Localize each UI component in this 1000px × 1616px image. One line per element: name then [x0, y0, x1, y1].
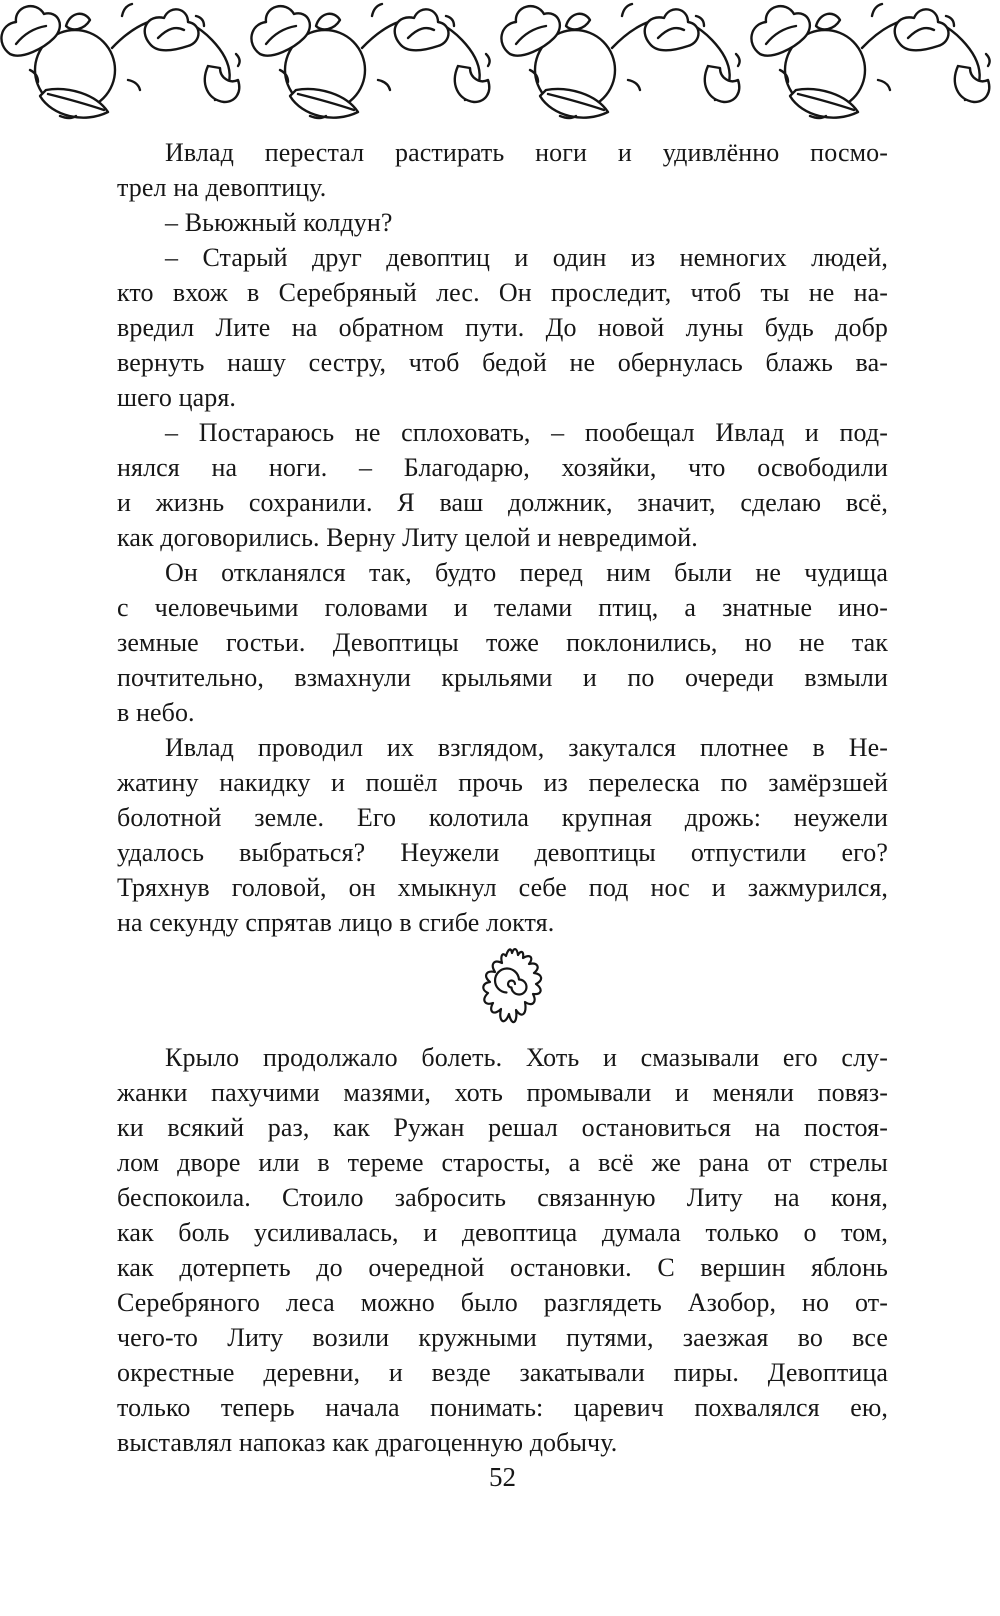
text-line: как боль усиливалась, и девоптица думала только о том, — [117, 1218, 888, 1247]
text-line: как договорились. Верну Литу целой и невредимой. — [117, 523, 698, 552]
text-line: жанки пахучими мазями, хоть промывали и меняли повяз- — [117, 1078, 888, 1107]
text-line: Серебряного леса можно было разглядеть Азобор, но от- — [117, 1288, 888, 1317]
text-section-1 — [117, 135, 888, 940]
text-line: как дотерпеть до очередной остановки. С вершин яблонь — [117, 1253, 888, 1282]
floral-header-border — [0, 0, 1000, 120]
text-line: Он откланялся так, будто перед ним были не чудища — [165, 558, 888, 587]
text-line: с человечьими головами и телами птиц, а знатные ино- — [117, 593, 888, 622]
text-line: выставлял напоказ как драгоценную добычу. — [117, 1428, 618, 1457]
text-line: трел на девоптицу. — [117, 173, 327, 202]
text-line: Крыло продолжало болеть. Хоть и смазывали его слу- — [165, 1043, 888, 1072]
text-line: – Вьюжный колдун? — [165, 208, 393, 237]
text-line: чего-то Литу возили кружными путями, заезжая во все — [117, 1323, 888, 1352]
paragraph — [117, 730, 888, 940]
text-line: Тряхнув головой, он хмыкнул себе под нос и зажмурился, — [117, 873, 888, 902]
text-line: вредил Лите на обратном пути. До новой луны будь добр — [117, 313, 888, 342]
paragraph — [117, 555, 888, 730]
page-number: 52 — [489, 1462, 516, 1492]
text-line: – Постараюсь не сплоховать, – пообещал Ивлад и под- — [165, 418, 888, 447]
floral-vine-border-icon — [0, 0, 1000, 120]
text-line: болотной земле. Его колотила крупная дрожь: неужели — [117, 803, 888, 832]
star-spiral-ornament-icon — [481, 946, 545, 1032]
text-line: беспокоила. Стоило забросить связанную Литу на коня, — [117, 1183, 888, 1212]
text-line: ки всякий раз, как Ружан решал остановиться на постоя- — [117, 1113, 888, 1142]
paragraph — [117, 415, 888, 555]
text-line: Ивлад проводил их взглядом, закутался плотнее в Не- — [165, 733, 888, 762]
paragraph — [117, 135, 888, 205]
text-line: вернуть нашу сестру, чтоб бедой не обернулась блажь ва- — [117, 348, 888, 377]
text-line: жатину накидку и пошёл прочь из перелеска по замёрзшей — [117, 768, 888, 797]
text-line: Ивлад перестал растирать ноги и удивлённо посмо- — [165, 138, 888, 167]
text-line: окрестные деревни, и везде закатывали пиры. Девоптица — [117, 1358, 888, 1387]
text-line: лом дворе или в тереме старосты, а всё же рана от стрелы — [117, 1148, 888, 1177]
text-line: шего царя. — [117, 383, 236, 412]
text-line: удалось выбраться? Неужели девоптицы отпустили его? — [117, 838, 888, 867]
paragraph — [117, 240, 888, 415]
text-line: земные гостьи. Девоптицы тоже поклонились, но не так — [117, 628, 888, 657]
text-line: почтительно, взмахнули крыльями и по очереди взмыли — [117, 663, 888, 692]
text-line: кто вхож в Серебряный лес. Он проследит, чтоб ты не на- — [117, 278, 888, 307]
text-line: нялся на ноги. – Благодарю, хозяйки, что освободили — [117, 453, 888, 482]
text-line: и жизнь сохранили. Я ваш должник, значит, сделаю всё, — [117, 488, 888, 517]
text-line: на секунду спрятав лицо в сгибе локтя. — [117, 908, 555, 937]
text-line: в небо. — [117, 698, 195, 727]
section-divider — [481, 946, 545, 1032]
text-section-2 — [117, 1040, 888, 1460]
text-line: только теперь начала понимать: царевич похвалялся ею, — [117, 1393, 888, 1422]
text-line: – Старый друг девоптиц и один из немногих людей, — [165, 243, 888, 272]
paragraph — [117, 1040, 888, 1460]
paragraph — [117, 205, 888, 240]
